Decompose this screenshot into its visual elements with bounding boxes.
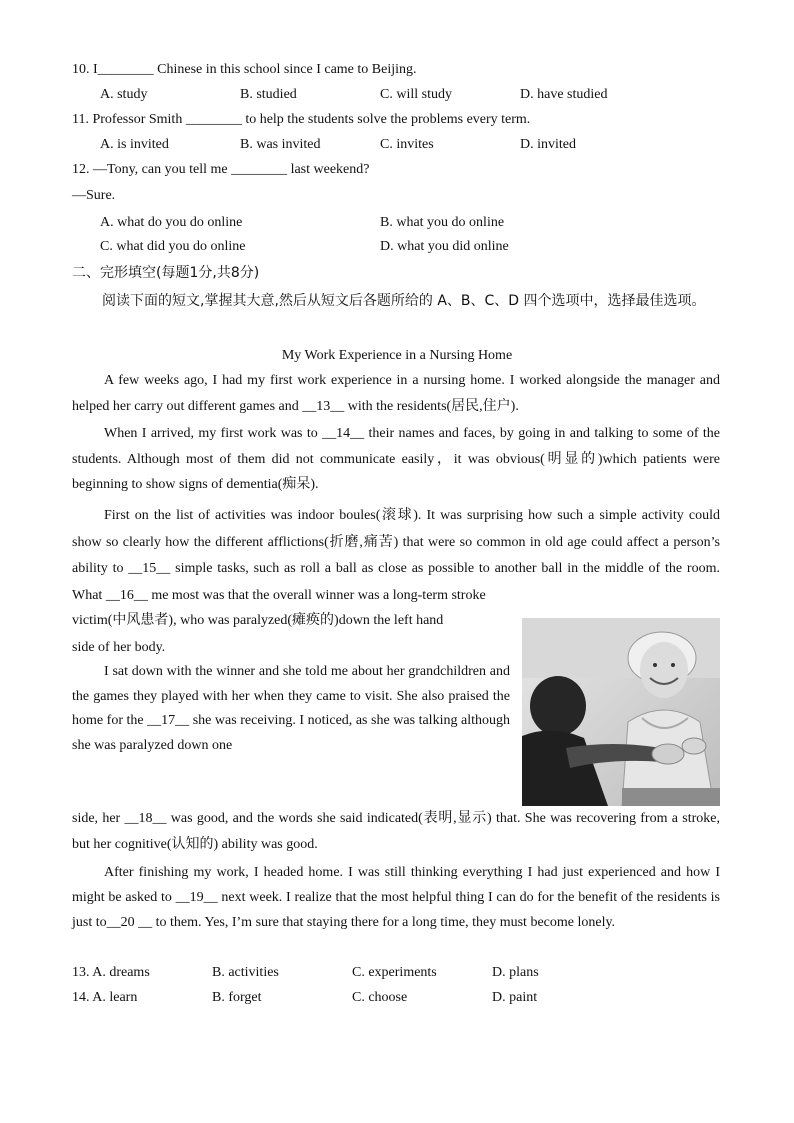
question-12-reply: —Sure. xyxy=(72,188,116,203)
q13-option-b: B. activities xyxy=(212,965,279,980)
q11-option-d: D. invited xyxy=(520,137,576,152)
q14-option-b: B. forget xyxy=(212,990,262,1005)
q13-option-c: C. experiments xyxy=(352,965,437,980)
q14-option-d: D. paint xyxy=(492,990,538,1005)
q12-option-d: D. what you did online xyxy=(380,239,509,254)
passage-paragraph-3-wrap-2: side of her body. xyxy=(72,640,166,655)
q14-option-c: C. choose xyxy=(352,990,408,1005)
q10-option-a: A. study xyxy=(100,87,148,102)
passage-paragraph-2: When I arrived, my first work was to __14__ their names and faces, by going in and talking to some of the students. Although most of them did not communicate easily，it was obvious(明显的)which patients were beginning to show signs of dementia(痴呆). xyxy=(72,426,720,492)
q12-option-b: B. what you do online xyxy=(380,215,505,230)
q11-option-c: C. invites xyxy=(380,137,434,152)
passage-paragraph-3: First on the list of activities was indoor boules(滚球). It was surprising how such a simple activity could show so clearly how the different afflictions(折磨,痛苦) that were so common in old age could affect a person’s ability to __15__ simple tasks, such as roll a ball as close as possible to another ball in the middle of the room. What __16__ me most was that the overall winner was a long-term stroke xyxy=(72,508,720,603)
passage-paragraph-3-wrap-1: victim(中风患者), who was paralyzed(瘫痪的)down the left hand xyxy=(72,613,444,628)
elderly-woman-and-caregiver-photo xyxy=(522,618,720,806)
q10-option-c: C. will study xyxy=(380,87,452,102)
q13-option-a: 13. A. dreams xyxy=(72,965,150,980)
question-12-stem: 12. —Tony, can you tell me ________ last weekend? xyxy=(72,162,370,177)
passage-title: My Work Experience in a Nursing Home xyxy=(281,348,513,363)
question-11-stem: 11. Professor Smith ________ to help the students solve the problems every term. xyxy=(72,112,531,127)
section-heading: 二、完形填空(每题1分,共8分) xyxy=(72,265,260,281)
q11-option-a: A. is invited xyxy=(100,137,169,152)
q11-option-b: B. was invited xyxy=(240,137,321,152)
q13-option-d: D. plans xyxy=(492,965,539,980)
passage-paragraph-4-continued: side, her __18__ was good, and the words she said indicated(表明,显示) that. She was recovering from a stroke, but her cognitive(认知的) ability was good. xyxy=(72,811,720,852)
q10-option-d: D. have studied xyxy=(520,87,608,102)
section-instruction: 阅读下面的短文,掌握其大意,然后从短文后各题所给的 A、B、C、D 四个选项中，选择最佳选项。 xyxy=(102,293,706,309)
q10-option-b: B. studied xyxy=(240,87,297,102)
q12-option-c: C. what did you do online xyxy=(100,239,246,254)
passage-paragraph-5: After finishing my work, I headed home. I was still thinking everything I had just experienced and how I might be asked to __19__ next week. I realize that the most helpful thing I can do for the benefit of the residents is just to__20 __ to them. Yes, I’m sure that staying there for a long time, they must become lonely. xyxy=(72,865,720,930)
passage-paragraph-4: I sat down with the winner and she told me about her grandchildren and the games they played with her when they came to visit. She also praised the home for the __17__ she was receiving. I noticed, as she was talking although she was paralyzed down one xyxy=(72,664,510,753)
question-10-stem: 10. I________ Chinese in this school since I came to Beijing. xyxy=(72,62,417,77)
passage-paragraph-1: A few weeks ago, I had my first work experience in a nursing home. I worked alongside the manager and helped her carry out different games and __13__ with the residents(居民,住户). xyxy=(72,373,720,414)
q14-option-a: 14. A. learn xyxy=(72,990,138,1005)
q12-option-a: A. what do you do online xyxy=(100,215,243,230)
